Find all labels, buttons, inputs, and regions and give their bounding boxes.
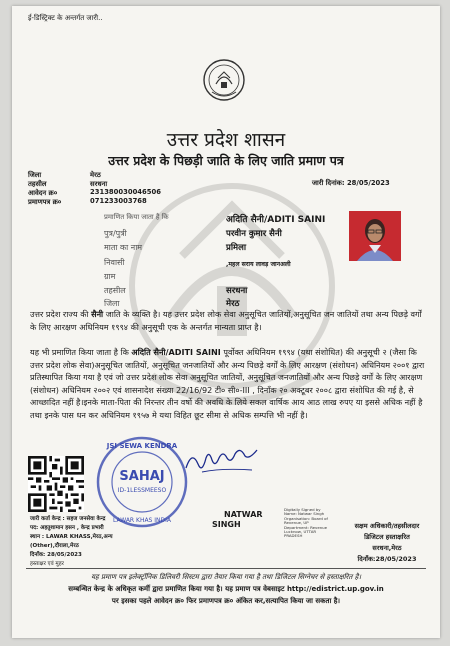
sewa-kendra-stamp [94, 434, 190, 530]
issuer-place-2: (Other),दौराला,मेरठ [30, 543, 79, 549]
officer-location: सरधना,मेरठ [372, 544, 402, 552]
issuer-place: स्थान : LAWAR KHASS,मेरठ,अन्य [30, 534, 113, 540]
footer-line-2: सम्बन्धित केन्द्र के अधिकृत कर्मी द्वारा प्रमाणित किया गया है। यह प्रमाण पत्र वेबसाइट http://edistrict.up.gov.in [68, 585, 384, 593]
certificate-no-label: प्रमाणपत्र क्र० [28, 198, 62, 206]
person-photo-icon [349, 211, 401, 261]
caste-paragraph: उत्तर प्रदेश राज्य की सैनी जाति के व्यक्ति है। यह उत्तर प्रदेश लोक सेवा अनुसूचित जातियों,अनुसूचित जन जातियों तथा अन्य पिछड़े वर्गों के लिए आरक्षण अधिनियम १९९४ की अनुसूची एक के अन्तर्गत मान्यता प्राप्त है। [30, 309, 422, 332]
village-label: ग्राम [104, 272, 116, 281]
caste-name: सैनी [91, 309, 104, 319]
applicant-name: अदिति सैनी/ADITI SAINI [226, 215, 326, 225]
digital-signature-name: NATWAR SINGH [212, 510, 263, 529]
district-value: मेरठ [90, 171, 101, 179]
application-no-label: आवेदन क्र० [28, 189, 58, 197]
svg-text:SAHAJ: SAHAJ [119, 469, 165, 484]
application-no-value: 231380030046506 [90, 188, 161, 196]
issue-date-label: जारी दिनांक: [312, 179, 345, 187]
up-state-emblem-icon [202, 58, 246, 104]
certificate-subtitle: उत्तर प्रदेश के पिछड़ी जाति के लिए जाति प्रमाण पत्र [108, 153, 344, 168]
svg-text:LAWAR KHAS INDIA: LAWAR KHAS INDIA [112, 517, 172, 524]
district-label: जिला [28, 171, 42, 179]
officer-title: सक्षम अधिकारी/तहसीलदार [354, 522, 420, 530]
paragraph-applicant-name: अदिति सैनी/ADITI SAINI [131, 347, 221, 357]
footer-line-3: पर इसका पहले आवेदन क्र० फिर प्रमाणपत्र क्र० अंकित कर,सत्यापित किया जा सकता है। [111, 597, 341, 605]
tehsil-label: तहसील [28, 180, 47, 188]
svg-text:JSI SEWA KENDRA: JSI SEWA KENDRA [106, 442, 178, 450]
applicant-photo [349, 211, 401, 261]
field-tehsil-label: तहसील [104, 286, 126, 295]
certificate-title: उत्तर प्रदेश शासन [166, 129, 286, 151]
field-district-label: जिला [104, 299, 120, 308]
father-name: परवीन कुमार सैनी [226, 229, 282, 239]
resident-label: निवासी [104, 258, 125, 267]
father-label: पुत्र/पुत्री [104, 229, 127, 238]
issuer-date: दिनाँक: 28/05/2023 [30, 552, 82, 558]
issue-date [312, 178, 390, 187]
footer-line-1: यह प्रमाण पत्र इलेक्ट्रॉनिक डिलिवरी सिस्टम द्वारा तैयार किया गया है तथा डिजिटल सिग्नेचर से हस्ताक्षरित है। [90, 573, 362, 581]
intro-label: प्रमाणित किया जाता है कि [104, 213, 169, 221]
issuer-sign-note: हस्ताक्षर एवं मुहर [30, 561, 64, 567]
svg-text:ID-1LESSMEESO: ID-1LESSMEESO [117, 487, 167, 494]
officer-date: दिनाँक:28/05/2023 [357, 555, 417, 563]
field-tehsil-value: सरधना [226, 286, 248, 296]
header-note: ई-डिस्ट्रिक्ट के अन्तर्गत जारी.. [28, 14, 103, 22]
handwritten-signature [182, 446, 260, 476]
officer-digital: डिजिटल हस्ताक्षरित [364, 533, 410, 541]
issuer-post: पद: अहतुशामान हसन , केन्द्र प्रभारी [30, 525, 104, 531]
qr-code-icon [28, 456, 84, 512]
field-district-value: मेरठ [226, 299, 240, 309]
digital-signature-details: Digitally Signed by Name: Natwar Singh Organisation: Board of Revenue, UP Department: Revenue Lucknow, UTTAR PRADESH [284, 507, 328, 539]
issue-date-value: 28/05/2023 [346, 179, 390, 187]
certificate-page [12, 6, 440, 638]
mother-label: माता का नाम [104, 243, 143, 252]
resident-value: ,महल सराय लावड़ जानअली [226, 261, 291, 268]
mother-name: प्रमिला [226, 243, 247, 253]
eligibility-paragraph: यह भी प्रमाणित किया जाता है कि अदिति सैनी/ADITI SAINI पूर्वोक्त अधिनियम १९९४ (यथा संशोधित) की अनुसूची २ (जैसा कि उत्तर प्रदेश लोक सेवा)अनुसूचित जातियों, अनुसूचित जनजातियों और अन्य पिछड़े वर्गों के लिए आरक्षण (संशोधन) अधिनियम २००१ द्वारा प्रतिस्थापित किया गया है एवं जो उत्तर प्रदेश लोक सेवा अनुसूचित जातियों, अनुसूचित जनजातियों और अन्य पिछड़े वर्गों के लिए आरक्षण (संशोधन) अधिनियम २००२ एवं शासनादेश संख्या 22/16/92 टी० सी०-III , दिनाँक २० अक्टूबर २००८ द्वारा संशोधित की गई है, से आच्छादित नहीं है।इनके माता-पिता की निरन्तर तीन वर्षो की अवधि के लिये सकल वार्षिक आय आठ लाख रुपए या इससे अधिक नहीं है तथा इनके पास धन कर अधिनियम १९५७ मे यथा विहित छूट सीमा से अधिक सम्पत्ति भी नहीं है। [30, 347, 425, 420]
footer-divider [26, 568, 426, 569]
issuer-center: जारी कर्ता केन्द्र : सहज जनसेवा केन्द्र [30, 516, 106, 522]
tehsil-value: सरधना [90, 180, 108, 188]
certificate-no-value: 071233003768 [90, 197, 147, 205]
